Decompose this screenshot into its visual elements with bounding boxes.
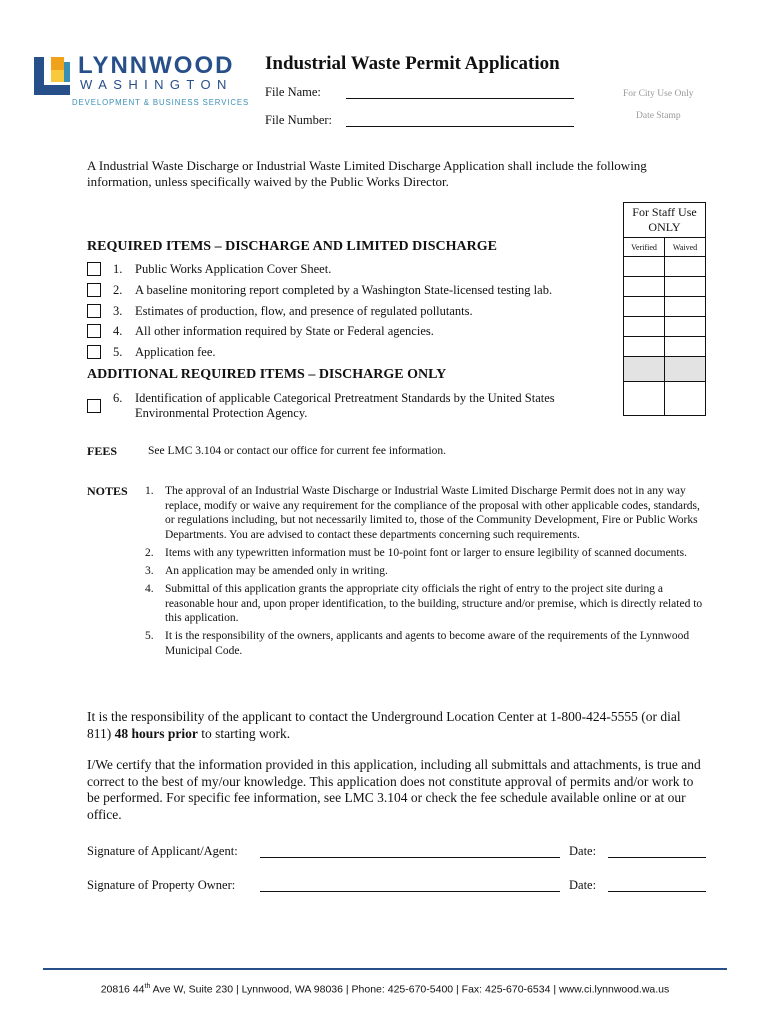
fees-label: FEES bbox=[87, 444, 118, 458]
applicant-date-label: Date: bbox=[569, 844, 597, 858]
applicant-signature-label: Signature of Applicant/Agent: bbox=[87, 844, 238, 858]
owner-date-field[interactable] bbox=[608, 891, 706, 892]
notes-label: NOTES bbox=[87, 484, 128, 498]
required-item-2: 2. A baseline monitoring report completed by a Washington State-licensed testing lab. bbox=[113, 283, 553, 297]
required-items-heading: REQUIRED ITEMS – DISCHARGE AND LIMITED DISCHARGE bbox=[87, 239, 497, 254]
verified-column-header: Verified bbox=[624, 238, 665, 257]
note-item: 5. It is the responsibility of the owners, applicants and agents to become aware of the requirements of the Lynnwood Municipal Code. bbox=[145, 630, 690, 657]
date-stamp-note: Date Stamp bbox=[636, 111, 681, 121]
waived-cell-1[interactable] bbox=[665, 257, 706, 277]
notes-list bbox=[145, 484, 705, 662]
checkbox-item-6[interactable] bbox=[87, 399, 101, 413]
waived-cell-3[interactable] bbox=[665, 297, 706, 317]
footer-address: 20816 44th Ave W, Suite 230 | Lynnwood, WA 98036 | Phone: 425-670-5400 | Fax: 425-670-6534 | www.ci.lynnwood.wa.us bbox=[100, 983, 670, 996]
file-name-field[interactable] bbox=[346, 98, 574, 99]
checkbox-item-2[interactable] bbox=[87, 283, 101, 297]
certification-text: I/We certify that the information provided in this application, including all submittals and attachments, is true and correct to the best of my/our knowledge. This application does not constitute approval of permits and/or work to be performed. For specific fee information, see LMC 3.104 or check the fee schedule available online or at our office. bbox=[87, 757, 701, 822]
required-item-4: 4. All other information required by State or Federal agencies. bbox=[113, 324, 434, 338]
note-item: 4. Submittal of this application grants the appropriate city officials the right of entry to the project site during a reasonable hour and, upon proper identification, to the building, structure and/or premise, which is directly related to this application. bbox=[145, 583, 703, 625]
checkbox-item-5[interactable] bbox=[87, 345, 101, 359]
checkbox-item-4[interactable] bbox=[87, 324, 101, 338]
note-item: 1. The approval of an Industrial Waste Discharge or Industrial Waste Limited Discharge Permit does not in any way replace, modify or waive any requirement for the compliance of the proposal with other applicable codes, standards, or regulations including, but not necessarily limited to, those of the Community Development, Fire or Public Works Departments. You are advised to contact these departments concerning such requirements. bbox=[145, 485, 700, 541]
staff-use-title: For Staff Use ONLY bbox=[624, 203, 706, 238]
additional-item-6: 6. Identification of applicable Categorical Pretreatment Standards by the United States Environmental Protection Agency. bbox=[113, 391, 555, 420]
gray-cell bbox=[624, 357, 665, 382]
lynnwood-logo bbox=[34, 52, 250, 113]
verified-cell-3[interactable] bbox=[624, 297, 665, 317]
applicant-signature-field[interactable] bbox=[260, 857, 560, 858]
note-item: 2. Items with any typewritten information must be 10-point font or larger to ensure legibility of scanned documents. bbox=[145, 546, 687, 559]
file-name-label: File Name: bbox=[265, 85, 321, 99]
fees-text: See LMC 3.104 or contact our office for current fee information. bbox=[148, 445, 447, 457]
file-number-field[interactable] bbox=[346, 126, 574, 127]
note-item: 3. An application may be amended only in writing. bbox=[145, 564, 388, 577]
intro-text: A Industrial Waste Discharge or Industrial Waste Limited Discharge Application shall include the following information, unless specifically waived by the Public Works Director. bbox=[87, 158, 647, 189]
checkbox-item-1[interactable] bbox=[87, 262, 101, 276]
city-use-note: For City Use Only bbox=[623, 89, 694, 99]
required-item-1: 1. Public Works Application Cover Sheet. bbox=[113, 262, 332, 276]
logo-name: LYNNWOOD bbox=[78, 52, 235, 79]
required-item-3: 3. Estimates of production, flow, and presence of regulated pollutants. bbox=[113, 304, 473, 318]
footer-divider bbox=[43, 968, 727, 970]
staff-use-box bbox=[623, 202, 706, 422]
waived-cell-2[interactable] bbox=[665, 277, 706, 297]
additional-items-heading: ADDITIONAL REQUIRED ITEMS – DISCHARGE ONLY bbox=[87, 367, 447, 382]
owner-signature-field[interactable] bbox=[260, 891, 560, 892]
waived-column-header: Waived bbox=[665, 238, 706, 257]
waived-cell-5[interactable] bbox=[665, 337, 706, 357]
required-item-5: 5. Application fee. bbox=[113, 345, 216, 359]
page-title: Industrial Waste Permit Application bbox=[265, 53, 560, 74]
underground-notice: It is the responsibility of the applicant to contact the Underground Location Center at 1-800-424-5555 (or dial 811) 48 hours prior to starting work. bbox=[87, 709, 681, 741]
gray-cell bbox=[665, 357, 706, 382]
verified-cell-4[interactable] bbox=[624, 317, 665, 337]
verified-cell-5[interactable] bbox=[624, 337, 665, 357]
file-number-label: File Number: bbox=[265, 113, 333, 127]
checkbox-item-3[interactable] bbox=[87, 304, 101, 318]
logo-department: DEVELOPMENT & BUSINESS SERVICES bbox=[72, 98, 250, 107]
verified-cell-2[interactable] bbox=[624, 277, 665, 297]
applicant-date-field[interactable] bbox=[608, 857, 706, 858]
waived-cell-6[interactable] bbox=[665, 382, 706, 416]
waived-cell-4[interactable] bbox=[665, 317, 706, 337]
verified-cell-1[interactable] bbox=[624, 257, 665, 277]
verified-cell-6[interactable] bbox=[624, 382, 665, 416]
logo-mark-icon bbox=[34, 57, 70, 95]
owner-date-label: Date: bbox=[569, 878, 597, 892]
owner-signature-label: Signature of Property Owner: bbox=[87, 878, 236, 892]
logo-state: WASHINGTON bbox=[80, 77, 233, 92]
